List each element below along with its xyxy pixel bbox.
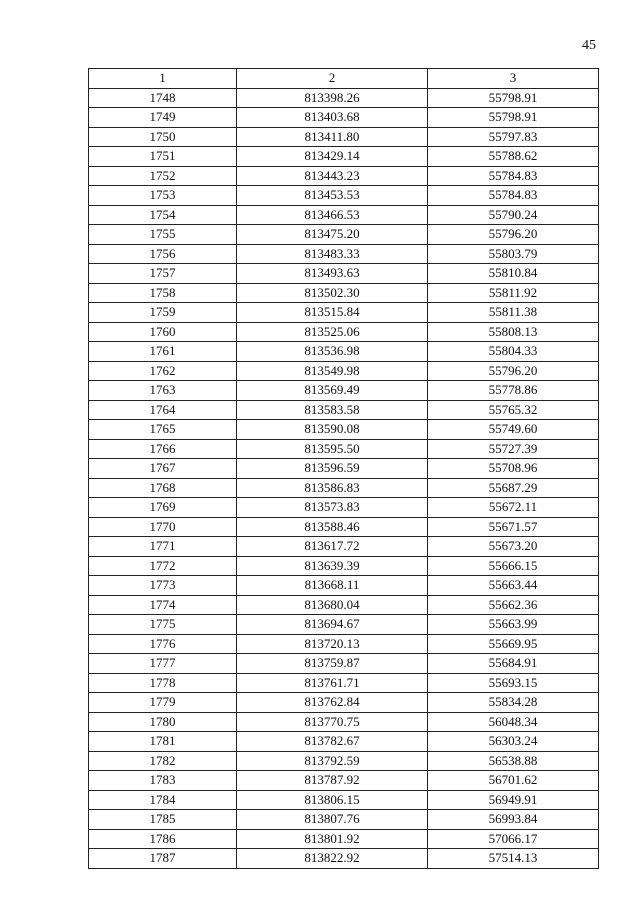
row-number-cell: 1761 — [89, 342, 237, 362]
row-number-cell: 1766 — [89, 439, 237, 459]
table-row — [89, 654, 599, 674]
table-row — [89, 556, 599, 576]
table-row — [89, 673, 599, 693]
row-number-cell: 1769 — [89, 498, 237, 518]
row-number-cell: 1767 — [89, 459, 237, 479]
column-header-1: 1 — [89, 69, 237, 89]
y-coordinate-cell: 56048.34 — [428, 712, 599, 732]
row-number-cell: 1758 — [89, 283, 237, 303]
y-coordinate-cell: 56993.84 — [428, 810, 599, 830]
row-number-cell: 1756 — [89, 244, 237, 264]
row-number-cell: 1768 — [89, 478, 237, 498]
table-row — [89, 108, 599, 128]
table-row — [89, 244, 599, 264]
row-number-cell: 1787 — [89, 849, 237, 869]
y-coordinate-cell: 55803.79 — [428, 244, 599, 264]
x-coordinate-cell: 813588.46 — [237, 517, 428, 537]
row-number-cell: 1755 — [89, 225, 237, 245]
y-coordinate-cell: 55669.95 — [428, 634, 599, 654]
table-header-row — [89, 69, 599, 89]
y-coordinate-cell: 55778.86 — [428, 381, 599, 401]
y-coordinate-cell: 55662.36 — [428, 595, 599, 615]
x-coordinate-cell: 813792.59 — [237, 751, 428, 771]
y-coordinate-cell: 55663.44 — [428, 576, 599, 596]
table-row — [89, 303, 599, 323]
table-row — [89, 342, 599, 362]
y-coordinate-cell: 55811.92 — [428, 283, 599, 303]
x-coordinate-cell: 813617.72 — [237, 537, 428, 557]
x-coordinate-cell: 813782.67 — [237, 732, 428, 752]
row-number-cell: 1762 — [89, 361, 237, 381]
y-coordinate-cell: 55797.83 — [428, 127, 599, 147]
row-number-cell: 1782 — [89, 751, 237, 771]
x-coordinate-cell: 813549.98 — [237, 361, 428, 381]
x-coordinate-cell: 813595.50 — [237, 439, 428, 459]
y-coordinate-cell: 55727.39 — [428, 439, 599, 459]
table-row — [89, 322, 599, 342]
x-coordinate-cell: 813787.92 — [237, 771, 428, 791]
table-row — [89, 400, 599, 420]
table-row — [89, 166, 599, 186]
page-number: 45 — [582, 38, 596, 53]
column-header-2: 2 — [237, 69, 428, 89]
y-coordinate-cell: 55788.62 — [428, 147, 599, 167]
table-row — [89, 361, 599, 381]
row-number-cell: 1771 — [89, 537, 237, 557]
y-coordinate-cell: 55808.13 — [428, 322, 599, 342]
y-coordinate-cell: 55693.15 — [428, 673, 599, 693]
x-coordinate-cell: 813403.68 — [237, 108, 428, 128]
x-coordinate-cell: 813680.04 — [237, 595, 428, 615]
x-coordinate-cell: 813453.53 — [237, 186, 428, 206]
y-coordinate-cell: 55672.11 — [428, 498, 599, 518]
row-number-cell: 1764 — [89, 400, 237, 420]
x-coordinate-cell: 813801.92 — [237, 829, 428, 849]
x-coordinate-cell: 813822.92 — [237, 849, 428, 869]
row-number-cell: 1748 — [89, 88, 237, 108]
table-row — [89, 829, 599, 849]
table-row — [89, 810, 599, 830]
y-coordinate-cell: 55810.84 — [428, 264, 599, 284]
y-coordinate-cell: 55834.28 — [428, 693, 599, 713]
table-row — [89, 264, 599, 284]
table-row — [89, 712, 599, 732]
y-coordinate-cell: 55663.99 — [428, 615, 599, 635]
x-coordinate-cell: 813398.26 — [237, 88, 428, 108]
table-row — [89, 205, 599, 225]
y-coordinate-cell: 55673.20 — [428, 537, 599, 557]
table-row — [89, 439, 599, 459]
table-row — [89, 498, 599, 518]
x-coordinate-cell: 813573.83 — [237, 498, 428, 518]
row-number-cell: 1785 — [89, 810, 237, 830]
table-row — [89, 478, 599, 498]
y-coordinate-cell: 55798.91 — [428, 108, 599, 128]
table-row — [89, 576, 599, 596]
table-row — [89, 517, 599, 537]
x-coordinate-cell: 813466.53 — [237, 205, 428, 225]
x-coordinate-cell: 813586.83 — [237, 478, 428, 498]
row-number-cell: 1750 — [89, 127, 237, 147]
table-row — [89, 732, 599, 752]
row-number-cell: 1770 — [89, 517, 237, 537]
row-number-cell: 1760 — [89, 322, 237, 342]
row-number-cell: 1774 — [89, 595, 237, 615]
x-coordinate-cell: 813515.84 — [237, 303, 428, 323]
y-coordinate-cell: 55671.57 — [428, 517, 599, 537]
y-coordinate-cell: 55684.91 — [428, 654, 599, 674]
row-number-cell: 1775 — [89, 615, 237, 635]
y-coordinate-cell: 55784.83 — [428, 186, 599, 206]
x-coordinate-cell: 813759.87 — [237, 654, 428, 674]
x-coordinate-cell: 813583.58 — [237, 400, 428, 420]
table-row — [89, 225, 599, 245]
row-number-cell: 1749 — [89, 108, 237, 128]
x-coordinate-cell: 813443.23 — [237, 166, 428, 186]
x-coordinate-cell: 813806.15 — [237, 790, 428, 810]
x-coordinate-cell: 813639.39 — [237, 556, 428, 576]
x-coordinate-cell: 813536.98 — [237, 342, 428, 362]
x-coordinate-cell: 813807.76 — [237, 810, 428, 830]
x-coordinate-cell: 813475.20 — [237, 225, 428, 245]
table-row — [89, 849, 599, 869]
x-coordinate-cell: 813525.06 — [237, 322, 428, 342]
row-number-cell: 1763 — [89, 381, 237, 401]
y-coordinate-cell: 55666.15 — [428, 556, 599, 576]
x-coordinate-cell: 813429.14 — [237, 147, 428, 167]
y-coordinate-cell: 55708.96 — [428, 459, 599, 479]
x-coordinate-cell: 813720.13 — [237, 634, 428, 654]
row-number-cell: 1753 — [89, 186, 237, 206]
y-coordinate-cell: 57514.13 — [428, 849, 599, 869]
x-coordinate-cell: 813668.11 — [237, 576, 428, 596]
y-coordinate-cell: 57066.17 — [428, 829, 599, 849]
row-number-cell: 1752 — [89, 166, 237, 186]
x-coordinate-cell: 813502.30 — [237, 283, 428, 303]
row-number-cell: 1759 — [89, 303, 237, 323]
y-coordinate-cell: 56949.91 — [428, 790, 599, 810]
row-number-cell: 1754 — [89, 205, 237, 225]
x-coordinate-cell: 813483.33 — [237, 244, 428, 264]
table-row — [89, 88, 599, 108]
row-number-cell: 1784 — [89, 790, 237, 810]
table-row — [89, 615, 599, 635]
table-row — [89, 790, 599, 810]
x-coordinate-cell: 813411.80 — [237, 127, 428, 147]
row-number-cell: 1779 — [89, 693, 237, 713]
table-row — [89, 537, 599, 557]
table-row — [89, 693, 599, 713]
row-number-cell: 1751 — [89, 147, 237, 167]
x-coordinate-cell: 813493.63 — [237, 264, 428, 284]
table-row — [89, 127, 599, 147]
x-coordinate-cell: 813761.71 — [237, 673, 428, 693]
table-row — [89, 771, 599, 791]
y-coordinate-cell: 55765.32 — [428, 400, 599, 420]
row-number-cell: 1786 — [89, 829, 237, 849]
row-number-cell: 1778 — [89, 673, 237, 693]
y-coordinate-cell: 55798.91 — [428, 88, 599, 108]
table-row — [89, 634, 599, 654]
row-number-cell: 1773 — [89, 576, 237, 596]
x-coordinate-cell: 813762.84 — [237, 693, 428, 713]
x-coordinate-cell: 813770.75 — [237, 712, 428, 732]
table-row — [89, 751, 599, 771]
coordinates-table — [88, 68, 599, 869]
row-number-cell: 1783 — [89, 771, 237, 791]
x-coordinate-cell: 813569.49 — [237, 381, 428, 401]
y-coordinate-cell: 56303.24 — [428, 732, 599, 752]
row-number-cell: 1757 — [89, 264, 237, 284]
y-coordinate-cell: 55784.83 — [428, 166, 599, 186]
y-coordinate-cell: 56538.88 — [428, 751, 599, 771]
y-coordinate-cell: 55790.24 — [428, 205, 599, 225]
table-row — [89, 595, 599, 615]
y-coordinate-cell: 55796.20 — [428, 225, 599, 245]
row-number-cell: 1772 — [89, 556, 237, 576]
y-coordinate-cell: 55687.29 — [428, 478, 599, 498]
y-coordinate-cell: 55796.20 — [428, 361, 599, 381]
row-number-cell: 1777 — [89, 654, 237, 674]
table-row — [89, 381, 599, 401]
table-row — [89, 459, 599, 479]
table-row — [89, 283, 599, 303]
x-coordinate-cell: 813596.59 — [237, 459, 428, 479]
y-coordinate-cell: 55804.33 — [428, 342, 599, 362]
row-number-cell: 1781 — [89, 732, 237, 752]
y-coordinate-cell: 55749.60 — [428, 420, 599, 440]
column-header-3: 3 — [428, 69, 599, 89]
row-number-cell: 1780 — [89, 712, 237, 732]
table-body — [89, 88, 599, 868]
table-row — [89, 147, 599, 167]
x-coordinate-cell: 813694.67 — [237, 615, 428, 635]
table-row — [89, 420, 599, 440]
row-number-cell: 1765 — [89, 420, 237, 440]
table-row — [89, 186, 599, 206]
y-coordinate-cell: 55811.38 — [428, 303, 599, 323]
row-number-cell: 1776 — [89, 634, 237, 654]
y-coordinate-cell: 56701.62 — [428, 771, 599, 791]
x-coordinate-cell: 813590.08 — [237, 420, 428, 440]
